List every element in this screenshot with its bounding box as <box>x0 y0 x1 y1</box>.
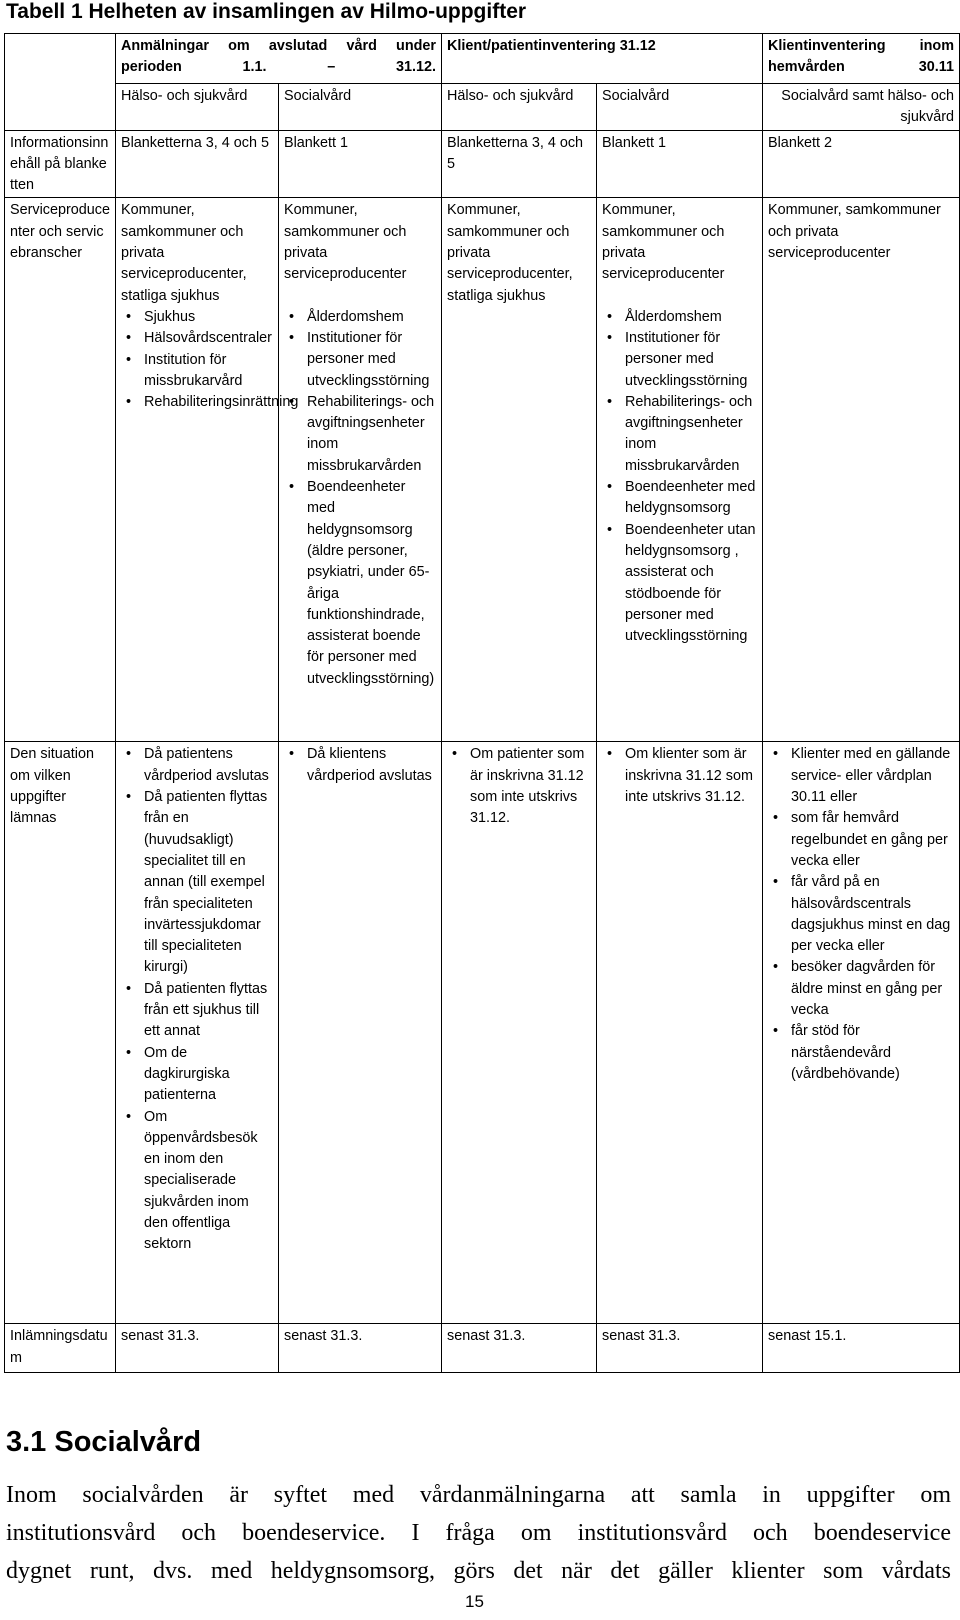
list-item: • Då patientens vårdperiod avslutas <box>121 744 273 787</box>
situation-list <box>447 744 591 829</box>
list-item: • besöker dagvården för äldre minst en gång per vecka <box>768 957 954 1021</box>
producer-cell <box>279 198 442 742</box>
list-item: • Klienter med en gällande service- eller vårdplan 30.11 eller <box>768 744 954 808</box>
list-item: • Om de dagkirurgiska patienterna <box>121 1043 273 1107</box>
header-reports: Anmälningar om avslutad vård under perioden 1.1. – 31.12. <box>116 34 442 84</box>
list-item: • Rehabiliteringsinrättning <box>121 392 273 413</box>
sector-cell: Socialvård <box>279 84 442 131</box>
producer-text: Kommuner, samkommuner och privata serviceproducenter, statliga sjukhus <box>121 202 247 304</box>
list-item: • Om öppenvårdsbesök en inom den specialiserade sjukvården inom den offentliga sektorn <box>121 1107 273 1256</box>
situation-cell <box>597 742 763 1324</box>
list-item: • Då patienten flyttas från ett sjukhus till ett annat <box>121 979 273 1043</box>
forms-row <box>5 130 960 198</box>
paragraph-line: Inom socialvården är syftet med vårdanmälningarna att samla in uppgifter om <box>6 1482 951 1508</box>
row-label: Den situation om vilken uppgifter lämnas <box>5 742 116 1324</box>
list-item: • Institution för missbrukarvård <box>121 350 273 393</box>
deadline-cell: senast 31.3. <box>279 1324 442 1373</box>
list-item: • får stöd för närståendevård (vårdbehövande) <box>768 1021 954 1085</box>
header-homecare: Klientinventering inom hemvården 30.11 <box>763 34 960 84</box>
list-item: • som får hemvård regelbundet en gång per vecka eller <box>768 808 954 872</box>
collection-table <box>4 33 960 1373</box>
list-item: • får vård på en hälsovårdscentrals dagsjukhus minst en dag per vecka eller <box>768 872 954 957</box>
row-label: Serviceproducenter och servicebranscher <box>5 198 116 742</box>
list-item: • Om klienter som är inskrivna 31.12 som inte utskrivs 31.12. <box>602 744 757 808</box>
list-item: • Boendeenheter utan heldygnsomsorg , assisterat och stödboende för personer med utvecklingsstörning <box>602 520 757 648</box>
situation-cell <box>279 742 442 1324</box>
list-item: • Sjukhus <box>121 307 273 328</box>
situation-list <box>121 744 273 1255</box>
list-item: • Rehabiliterings- och avgiftningsenheter inom missbrukarvården <box>602 392 757 477</box>
situation-list <box>284 744 436 787</box>
header-inventory: Klient/patientinventering 31.12 <box>442 34 763 84</box>
page-number: 15 <box>465 1592 484 1611</box>
list-item: • Boendeenheter med heldygnsomsorg (äldre personer, psykiatri, under 65-åriga funktionshindrade, assisterat boende för personer med utvecklingsstörning) <box>284 477 436 690</box>
form-cell: Blanketterna 3, 4 och 5 <box>442 130 597 198</box>
sector-row <box>5 84 960 131</box>
producer-text: Kommuner, samkommuner och privata serviceproducenter <box>284 202 407 283</box>
sector-cell: Hälso- och sjukvård <box>442 84 597 131</box>
list-item: • Ålderdomshem <box>602 307 757 328</box>
row-label: Informationsinnehåll på blanketten <box>5 130 116 198</box>
list-item: • Hälsovårdscentraler <box>121 328 273 349</box>
deadline-row <box>5 1324 960 1373</box>
list-item: • Institutioner för personer med utvecklingsstörning <box>284 328 436 392</box>
form-cell: Blankett 1 <box>279 130 442 198</box>
sector-cell: Socialvård samt hälso- och sjukvård <box>763 84 960 131</box>
producer-cell <box>116 198 299 742</box>
form-cell: Blankett 1 <box>597 130 763 198</box>
sector-cell: Socialvård <box>597 84 763 131</box>
producer-text: Kommuner, samkommuner och privata serviceproducenter <box>768 202 941 262</box>
producer-list <box>284 307 436 690</box>
deadline-cell: senast 31.3. <box>116 1324 279 1373</box>
form-cell: Blankett 2 <box>763 130 960 198</box>
situation-list <box>602 744 757 808</box>
situation-row <box>5 742 960 1324</box>
row-label: Inlämningsdatum <box>5 1324 116 1373</box>
list-item: • Rehabiliterings- och avgiftningsenheter inom missbrukarvården <box>284 392 436 477</box>
deadline-cell: senast 15.1. <box>763 1324 960 1373</box>
situation-cell <box>442 742 597 1324</box>
producer-text: Kommuner, samkommuner och privata serviceproducenter <box>602 202 725 283</box>
deadline-cell: senast 31.3. <box>597 1324 763 1373</box>
producer-text: Kommuner, samkommuner och privata serviceproducenter, statliga sjukhus <box>447 202 573 304</box>
list-item: • Institutioner för personer med utvecklingsstörning <box>602 328 757 392</box>
producer-cell <box>763 198 960 742</box>
list-item: • Då patienten flyttas från en (huvudsakligt) specialitet till en annan (till exempel från specialiteten invärtessjukdomar till specialiteten kirurgi) <box>121 787 273 979</box>
header-empty-cell <box>5 34 116 131</box>
table-header-row <box>5 34 960 84</box>
list-item: • Om patienter som är inskrivna 31.12 som inte utskrivs 31.12. <box>447 744 591 829</box>
producer-list <box>602 307 757 648</box>
form-cell: Blanketterna 3, 4 och 5 <box>116 130 279 198</box>
situation-cell <box>763 742 960 1324</box>
section-heading: 3.1 Socialvård <box>6 1426 202 1458</box>
paragraph-line: dygnet runt, dvs. med heldygnsomsorg, görs det när det gäller klienter som vårdats <box>6 1558 951 1584</box>
table-title: Tabell 1 Helheten av insamlingen av Hilmo-uppgifter <box>6 0 527 23</box>
paragraph-line: institutionsvård och boendeservice. I fråga om institutionsvård och boendeservice <box>6 1520 951 1546</box>
list-item: • Ålderdomshem <box>284 307 436 328</box>
producers-row <box>5 198 960 742</box>
sector-cell: Hälso- och sjukvård <box>116 84 279 131</box>
deadline-cell: senast 31.3. <box>442 1324 597 1373</box>
list-item: • Boendeenheter med heldygnsomsorg <box>602 477 757 520</box>
situation-cell <box>116 742 279 1324</box>
situation-list <box>768 744 954 1085</box>
producer-cell <box>597 198 763 742</box>
section-paragraph <box>6 1476 951 1590</box>
producer-cell <box>442 198 597 742</box>
list-item: • Då klientens vårdperiod avslutas <box>284 744 436 787</box>
producer-list <box>121 307 299 413</box>
